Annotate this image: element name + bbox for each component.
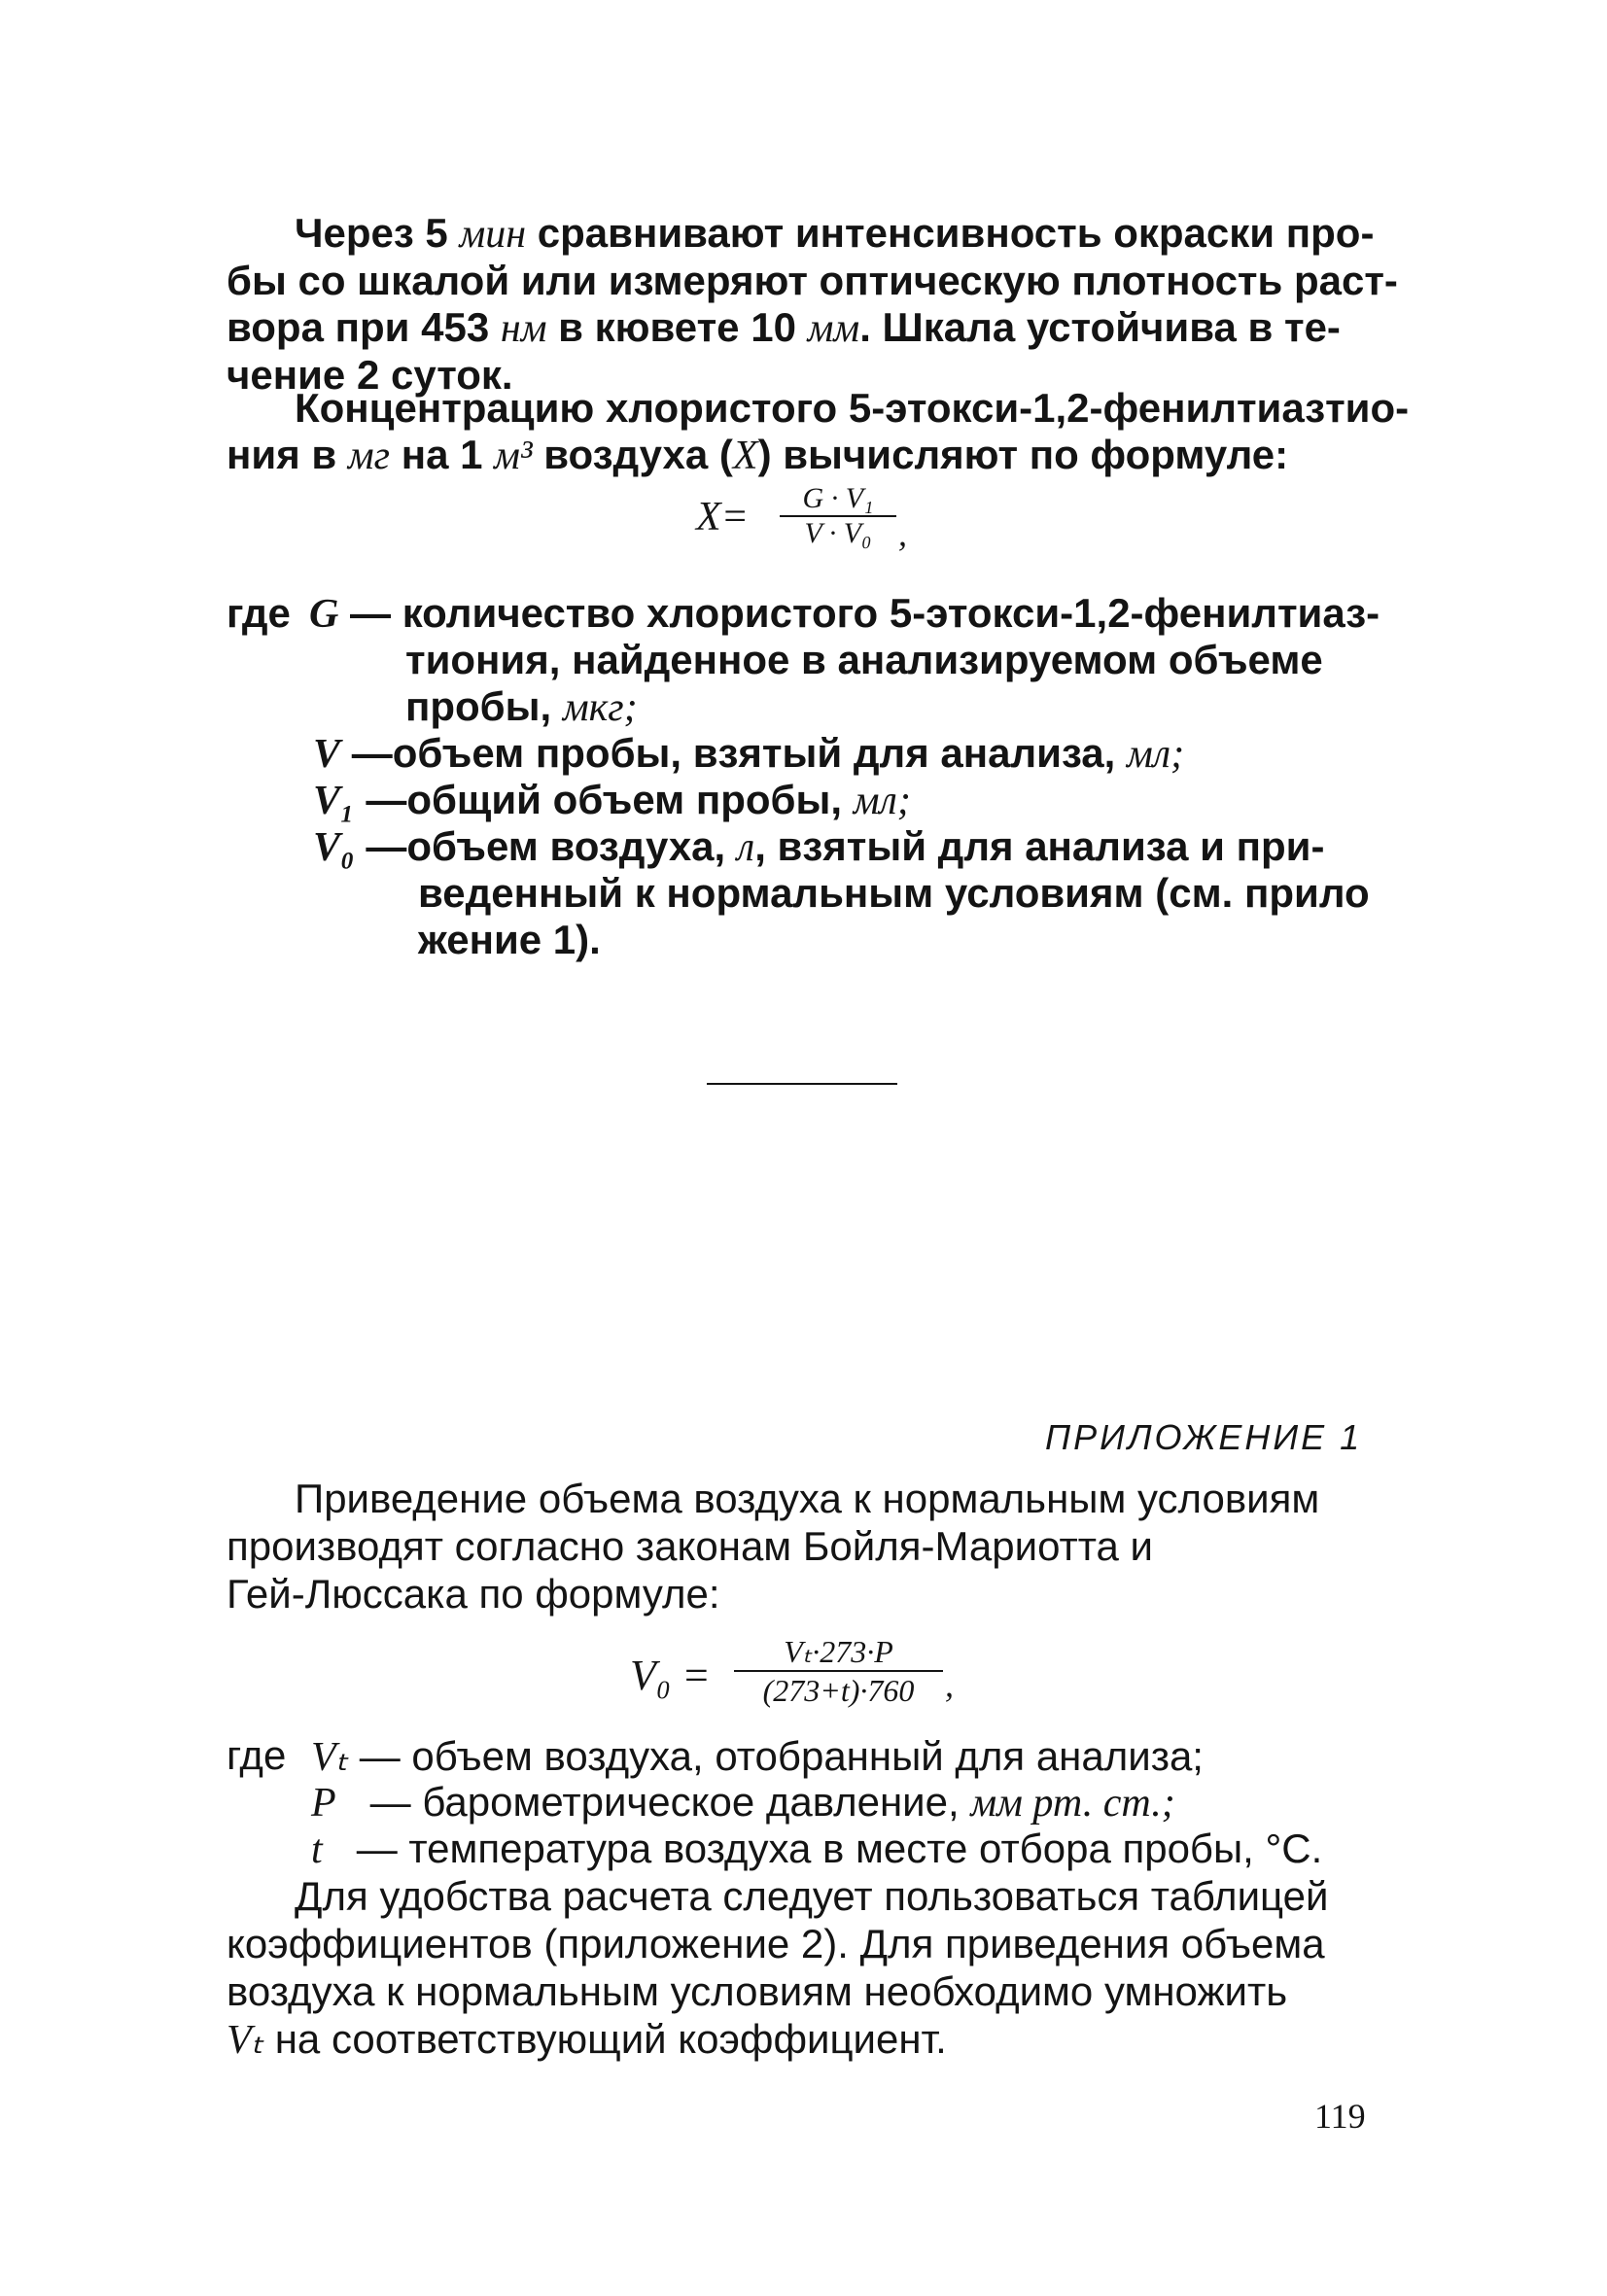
text-line: Концентрацию хлористого 5-этокси-1,2-фенилтиазтио- bbox=[295, 385, 1410, 431]
text-line: воздуха к нормальным условиям необходимо умножить bbox=[227, 1968, 1288, 2014]
section-divider bbox=[707, 1083, 897, 1085]
formula-2-fraction bbox=[734, 1633, 943, 1709]
where-2-item-p: P — барометрическое давление, мм рт. ст.; bbox=[311, 1779, 1175, 1826]
appendix-title: ПРИЛОЖЕНИЕ 1 bbox=[1045, 1417, 1363, 1457]
where-item-g-cont: тиония, найденное в анализируемом объеме bbox=[405, 637, 1323, 682]
page-number: 119 bbox=[1314, 2097, 1366, 2136]
where-item-v1: V₁ —общий объем пробы, мл; bbox=[313, 777, 911, 823]
text-line: коэффициентов (приложение 2). Для приведения объема bbox=[227, 1921, 1325, 1966]
formula-2-comma: , bbox=[945, 1665, 954, 1704]
text-line: вора при 453 нм в кювете 10 мм. Шкала устойчива в те- bbox=[227, 304, 1341, 351]
where-2-item-vt: Vₜ — объем воздуха, отобранный для анализа; bbox=[311, 1733, 1204, 1780]
text-line: Приведение объема воздуха к нормальным условиям bbox=[295, 1476, 1320, 1521]
paragraph-2 bbox=[227, 385, 1410, 479]
formula-fraction bbox=[780, 482, 896, 550]
text-line: производят согласно законам Бойля-Мариотта и bbox=[227, 1523, 1154, 1569]
formula-numerator: G · V₁ bbox=[802, 482, 874, 514]
text-line: Для удобства расчета следует пользоваться таблицей bbox=[295, 1873, 1329, 1919]
formula-2-numerator: Vₜ·273·P bbox=[784, 1634, 893, 1669]
where-2-intro: где bbox=[227, 1732, 287, 1778]
text-line: Гей-Люссака по формуле: bbox=[227, 1571, 720, 1617]
text-line: Vₜ на соответствующий коэффициент. bbox=[227, 2016, 947, 2063]
formula-2-denominator: (273+t)·760 bbox=[762, 1673, 915, 1708]
where-item-v0: V₀ —объем воздуха, л, взятый для анализа и при- bbox=[313, 823, 1325, 870]
text-line: Через 5 мин сравнивают интенсивность окраски про- bbox=[295, 210, 1375, 257]
where-item-v0-cont: жение 1). bbox=[418, 917, 601, 962]
where-2-item-t: t — температура воздуха в месте отбора пробы, °С. bbox=[311, 1826, 1323, 1872]
formula-comma: , bbox=[898, 514, 907, 553]
formula-2-lhs: V₀ = bbox=[630, 1652, 711, 1699]
where-intro: где bbox=[227, 590, 291, 636]
where-item-v: V —объем пробы, взятый для анализа, мл; bbox=[313, 730, 1185, 777]
text-line: ния в мг на 1 м³ воздуха (X) вычисляют по формуле: bbox=[227, 432, 1289, 478]
formula-denominator: V · V₀ bbox=[804, 517, 872, 549]
formula-lhs: X= bbox=[696, 495, 749, 539]
where-item-v0-cont: веденный к нормальным условиям (см. прило bbox=[418, 870, 1370, 916]
text-line: чение 2 суток. bbox=[227, 352, 513, 398]
where-item-g: G — количество хлористого 5-этокси-1,2-фенилтиаз- bbox=[309, 590, 1380, 637]
paragraph-1 bbox=[227, 210, 1398, 399]
where-item-g-cont: пробы, мкг; bbox=[405, 683, 638, 730]
appendix-paragraph-2 bbox=[227, 1872, 1369, 2065]
appendix-paragraph-1 bbox=[227, 1475, 1369, 1618]
text-line: бы со шкалой или измеряют оптическую плотность раст- bbox=[227, 258, 1398, 303]
